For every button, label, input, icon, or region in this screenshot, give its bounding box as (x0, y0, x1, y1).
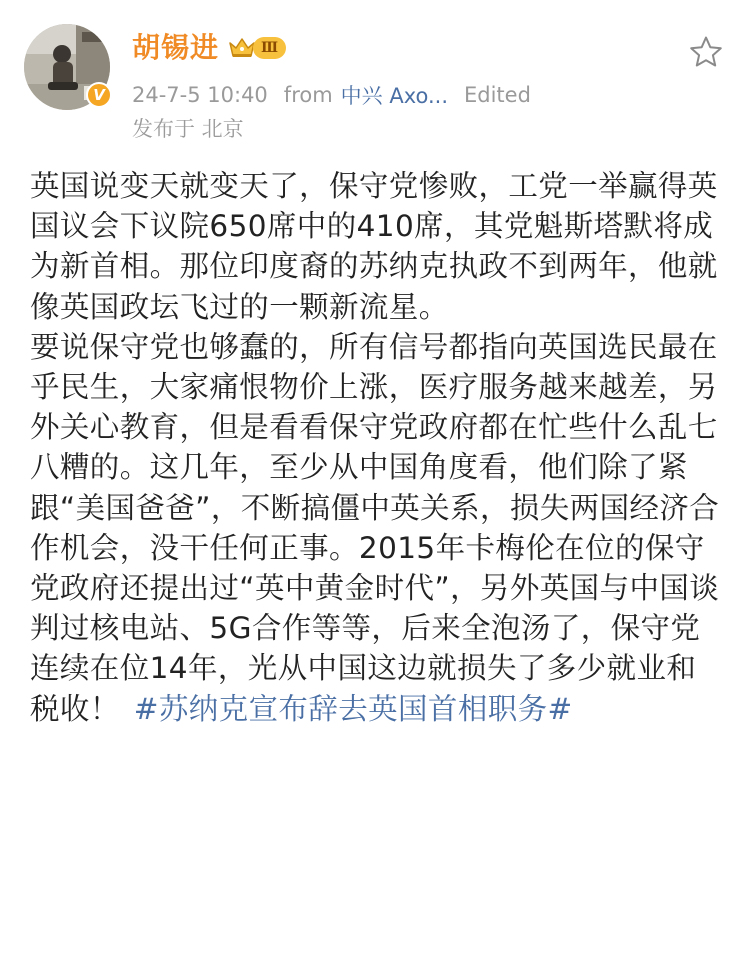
verified-mark: V (93, 85, 105, 104)
post-paragraph-2 (30, 327, 726, 729)
post-location: 发布于 北京 (132, 117, 244, 141)
post-timestamp: 24-7-5 10:40 (132, 83, 268, 107)
edited-label[interactable]: Edited (464, 83, 531, 107)
avatar-container[interactable] (24, 24, 110, 110)
username[interactable]: 胡锡进 (132, 31, 220, 64)
source-device-link[interactable]: 中兴 Axo... (340, 84, 448, 108)
post-paragraph-2-text: 要说保守党也够蠢的，所有信号都指向英国选民最在乎民生，大家痛恨物价上涨，医疗服务越来越差，另外关心教育，但是看看保守党政府都在忙些什么乱七八糟的。这几年，至少从中国角度看，他们除了紧跟“美国爸爸”，不断搞僵中英关系，损失两国经济合作机会，没干任何正事。2015年卡梅伦在位的保守党政府还提出过“英中黄金时代”，另外英国与中国谈判过核电站、5G合作等等，后来全泡汤了，保守党连续在位14年，光从中国这边就损失了多少就业和税收！ (30, 329, 720, 726)
verified-v-icon (86, 82, 112, 108)
user-name-row (132, 30, 286, 66)
star-outline-icon[interactable] (688, 34, 724, 70)
post-content (30, 166, 726, 729)
vip-level: Ⅲ (253, 37, 286, 59)
post-meta (132, 80, 531, 110)
from-label: from (283, 83, 333, 107)
vip-badge[interactable] (227, 36, 286, 60)
post-paragraph-1: 英国说变天就变天了，保守党惨败，工党一举赢得英国议会下议院650席中的410席，其党魁斯塔默将成为新首相。那位印度裔的苏纳克执政不到两年，他就像英国政坛飞过的一颗新流星。 (30, 169, 718, 324)
hashtag-link[interactable]: #苏纳克宣布辞去英国首相职务# (133, 691, 573, 726)
